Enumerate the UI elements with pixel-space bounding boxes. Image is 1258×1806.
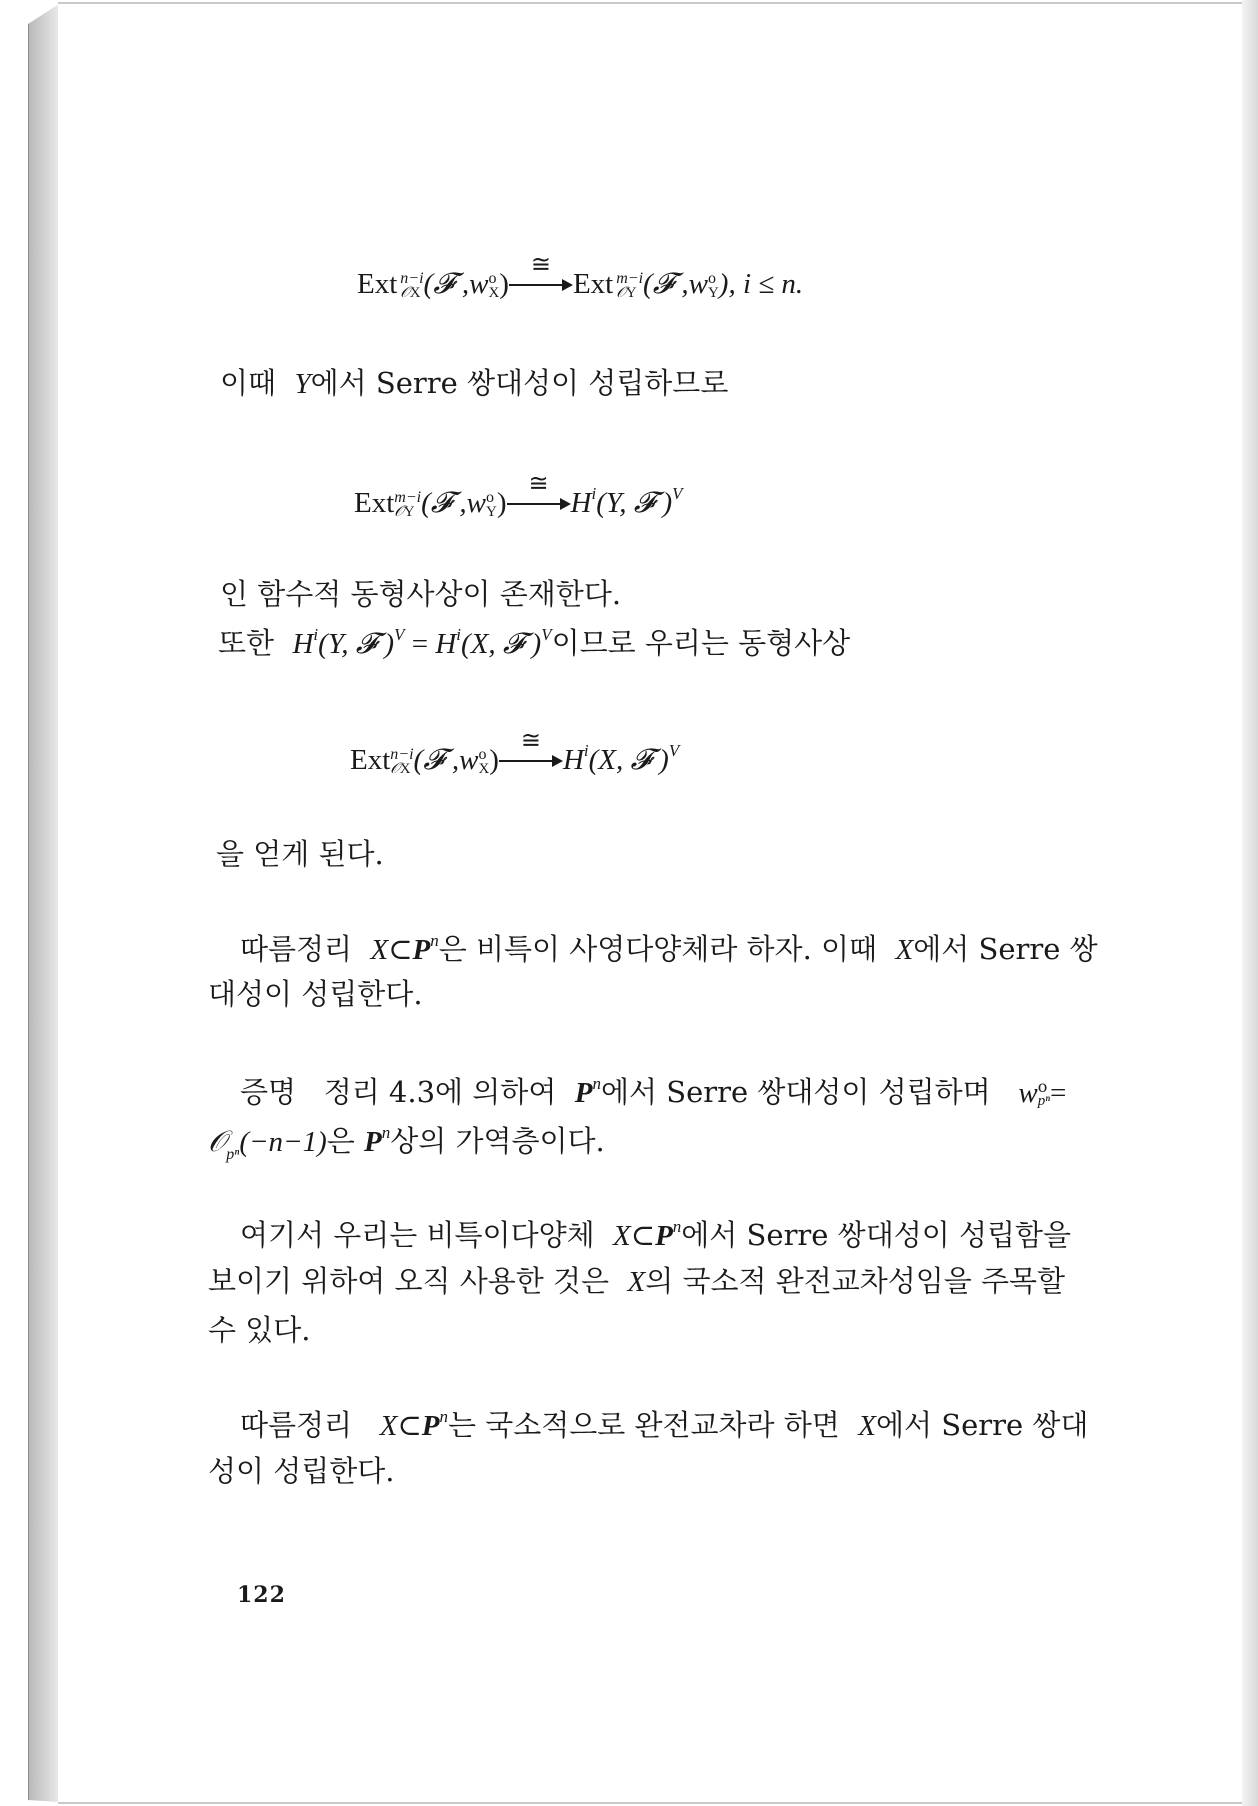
- text: 은 비특이 사영다양체라 하자. 이때: [438, 932, 878, 966]
- superscript: n: [439, 1407, 448, 1426]
- paragraph-functorial-iso: [220, 577, 622, 611]
- equation-tail: ), i ≤ n.: [718, 268, 804, 300]
- text: 의 국소적 완전교차성임을 주목할: [645, 1264, 1066, 1298]
- ext-symbol: Ext: [350, 744, 391, 776]
- text: 에서 Serre 쌍대성이 성립함을: [681, 1218, 1072, 1252]
- superscript: o: [478, 746, 487, 764]
- dualizing-sheaf: w: [1018, 1077, 1038, 1109]
- dualizing-sheaf: w: [688, 268, 708, 300]
- corollary-local-complete-intersection: [240, 1408, 1088, 1441]
- variable-X: X: [379, 1410, 398, 1442]
- text: 에서 Serre 쌍대: [875, 1408, 1089, 1442]
- variable-X: X: [895, 934, 914, 966]
- superscript: n: [592, 1074, 601, 1093]
- arguments: (Y, 𝓕 ): [318, 628, 395, 660]
- corollary-label: 따름정리: [240, 932, 353, 966]
- superscript: n: [672, 1217, 682, 1236]
- superscript: m−i: [394, 489, 422, 507]
- iso-symbol: ≅: [530, 252, 551, 278]
- projective-space-P: P: [655, 1220, 673, 1252]
- subset-symbol: ⊂: [397, 1410, 422, 1442]
- subscript: X: [488, 285, 500, 302]
- superscript: m−i: [616, 270, 644, 288]
- text: 정리 4.3에 의하여: [323, 1075, 557, 1109]
- dualizing-sheaf: w: [466, 487, 486, 519]
- superscript: i: [456, 625, 462, 644]
- text: 여기서 우리는 비특이다양체: [240, 1218, 595, 1252]
- text: 에서 Serre 쌍대성이 성립하므로: [310, 366, 729, 400]
- projective-space-P: P: [421, 1410, 440, 1442]
- ext-symbol: Ext: [354, 487, 395, 519]
- superscript: o: [488, 270, 497, 288]
- dual-superscript: V: [541, 625, 552, 644]
- structure-sheaf-symbol: 𝒪: [616, 285, 626, 302]
- corollary-line-2: [208, 977, 423, 1011]
- variable-X: X: [858, 1410, 876, 1442]
- variable-X: X: [370, 934, 389, 966]
- corollary-2-line-2: [208, 1454, 395, 1488]
- iso-symbol: ≅: [528, 471, 549, 497]
- equation-ext-iso-cohomology-X: [350, 728, 680, 778]
- superscript: i: [591, 484, 597, 503]
- arguments: (X, 𝓕 ): [588, 744, 669, 776]
- arguments: (𝓕 ,: [643, 268, 689, 300]
- structure-sheaf-symbol: 𝒪: [390, 761, 400, 778]
- superscript: o: [707, 270, 716, 288]
- subscript: Y: [485, 504, 497, 521]
- superscript: i: [313, 625, 319, 644]
- text: 수 있다.: [208, 1313, 311, 1347]
- subset-symbol: ⊂: [630, 1220, 656, 1252]
- subscript: Y: [707, 285, 719, 302]
- projective-space-P: P: [364, 1126, 382, 1158]
- equals: =: [404, 628, 436, 660]
- structure-sheaf-symbol: 𝒪: [400, 285, 410, 302]
- subscript: Y: [625, 285, 637, 302]
- cohomology-H: H: [292, 628, 314, 660]
- proof-line-2: [208, 1124, 605, 1163]
- subscript: X: [478, 761, 490, 778]
- dual-superscript: V: [668, 741, 680, 760]
- cohomology-H: H: [562, 744, 584, 776]
- text: 는 국소적으로 완전교차라 하면: [447, 1408, 840, 1442]
- subscript: X: [399, 761, 411, 778]
- arguments: (𝓕 ,: [423, 268, 470, 300]
- dualizing-sheaf: w: [459, 744, 479, 776]
- text: 상의 가역층이다.: [390, 1124, 605, 1158]
- isomorphism-arrow: [499, 728, 563, 771]
- text: 성이 성립한다.: [208, 1454, 395, 1488]
- text: 에서 Serre 쌍대성이 성립하며: [600, 1075, 991, 1109]
- projective-space-P: P: [412, 934, 431, 966]
- text: 에서 Serre 쌍: [913, 932, 1098, 966]
- paren: ): [496, 487, 507, 519]
- text: 이므로 우리는 동형사상: [551, 626, 851, 660]
- equation-ext-iso-cohomology-Y: [354, 471, 683, 521]
- text: 또한: [218, 626, 275, 660]
- paren: ): [489, 744, 499, 776]
- superscript: o: [1037, 1077, 1048, 1096]
- subscript: pⁿ: [226, 1146, 240, 1163]
- projective-space-P: P: [574, 1077, 593, 1109]
- remark-paragraph: [240, 1218, 1071, 1251]
- text: 은: [326, 1124, 355, 1158]
- proof-paragraph: [240, 1075, 1066, 1109]
- structure-sheaf-symbol: 𝒪: [208, 1126, 227, 1158]
- text: 인 함수적 동형사상이 존재한다.: [220, 577, 622, 611]
- dualizing-sheaf: w: [469, 268, 489, 300]
- proof-label: 증명: [240, 1075, 297, 1109]
- isomorphism-arrow: [507, 471, 571, 514]
- paragraph-obtain: [216, 837, 384, 871]
- text: 대성이 성립한다.: [208, 977, 423, 1011]
- equation-ext-iso-ext: [357, 252, 804, 302]
- subscript: Y: [403, 504, 415, 521]
- superscript: o: [485, 489, 494, 507]
- paragraph-cohomology-equality: [218, 626, 850, 659]
- superscript: n−i: [400, 270, 424, 288]
- paragraph-serre-on-Y: [220, 366, 729, 400]
- variable-X: X: [627, 1266, 646, 1298]
- superscript: i: [583, 741, 589, 760]
- ext-symbol: Ext: [572, 268, 614, 300]
- cohomology-H: H: [435, 628, 457, 660]
- arguments: (𝓕 ,: [421, 487, 467, 519]
- text: 을 얻게 된다.: [216, 837, 384, 871]
- ext-symbol: Ext: [357, 268, 398, 300]
- dual-superscript: V: [394, 625, 405, 644]
- superscript: n: [381, 1123, 391, 1142]
- structure-sheaf-symbol: 𝒪: [394, 504, 404, 521]
- subset-symbol: ⊂: [388, 934, 413, 966]
- variable-X: X: [613, 1220, 631, 1252]
- page-number: 122: [237, 1582, 286, 1608]
- remark-line-2: [208, 1264, 1066, 1298]
- corollary-nonsingular-projective: [240, 932, 1098, 965]
- paren: ): [499, 268, 509, 300]
- dual-superscript: V: [672, 484, 683, 503]
- arguments: (X, 𝓕 ): [461, 628, 542, 660]
- subscript: X: [409, 285, 421, 302]
- arguments: (Y, 𝓕 ): [596, 487, 673, 519]
- cohomology-H: H: [570, 487, 592, 519]
- remark-line-3: [208, 1313, 311, 1347]
- iso-symbol: ≅: [520, 728, 541, 754]
- superscript: n−i: [390, 746, 414, 764]
- subscript: pⁿ: [1037, 1093, 1050, 1109]
- superscript: n: [430, 931, 439, 950]
- corollary-label: 따름정리: [240, 1408, 353, 1442]
- arguments: (𝓕 ,: [413, 744, 460, 776]
- text: 이때: [220, 366, 277, 400]
- isomorphism-arrow: [509, 252, 573, 295]
- twist-argument: (−n−1): [239, 1126, 327, 1158]
- equals: =: [1049, 1077, 1067, 1109]
- variable-Y: Y: [294, 368, 311, 400]
- text: 보이기 위하여 오직 사용한 것은: [208, 1264, 610, 1298]
